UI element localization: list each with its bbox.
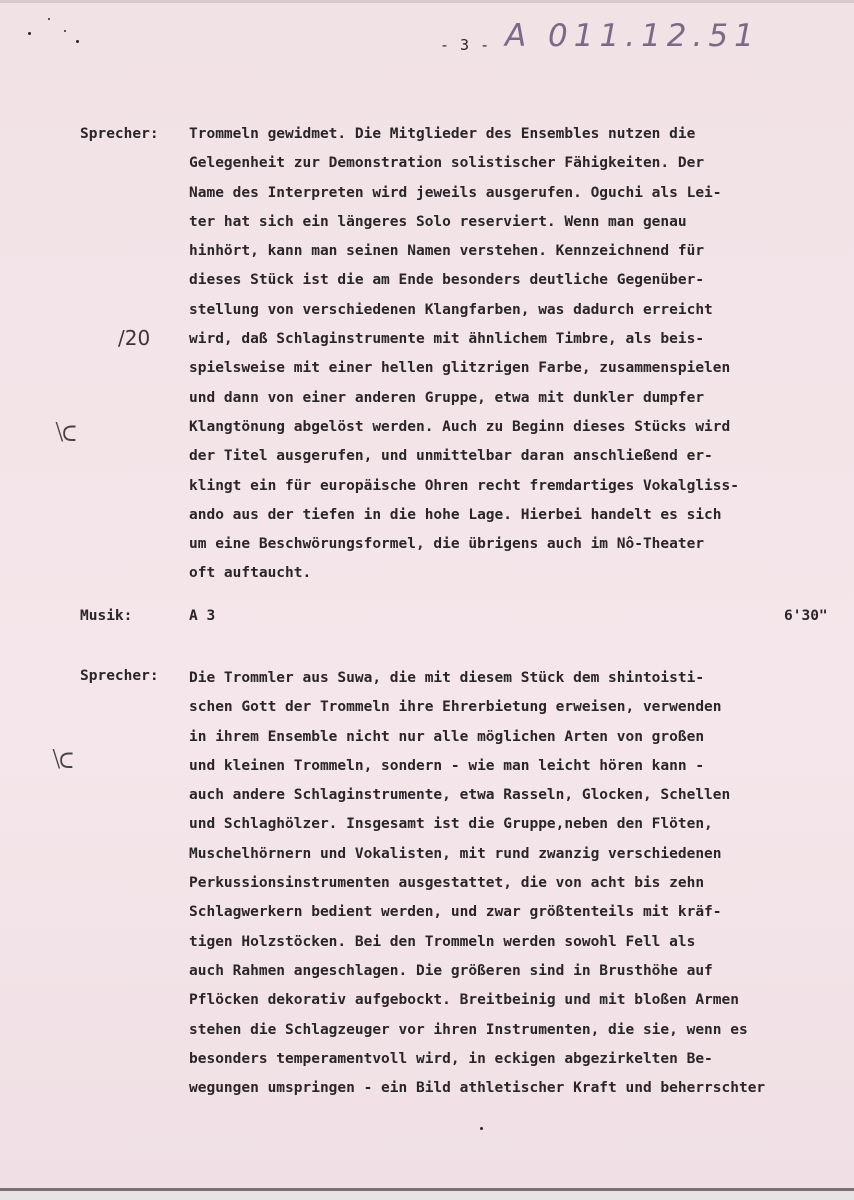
speck: [480, 1127, 483, 1130]
speck: [76, 40, 79, 43]
margin-note-handwritten: /20: [118, 326, 151, 350]
archive-code-handwritten: A 011.12.51: [505, 18, 760, 54]
text-line: besonders temperamentvoll wird, in eckigen abgezirkelten Be-: [189, 1050, 713, 1067]
music-label: Musik:: [80, 608, 133, 624]
speck: [48, 18, 50, 20]
text-line: spielsweise mit einer hellen glitzrigen Farbe, zusammenspielen: [189, 360, 731, 377]
top-edge: [0, 0, 854, 3]
text-line: Schlagwerkern bedient werden, und zwar größtenteils mit kräf-: [189, 904, 722, 921]
speaker-label: Sprecher:: [80, 668, 159, 684]
speaker-label: Sprecher:: [80, 126, 159, 142]
text-line: wird, daß Schlaginstrumente mit ähnlichem Timbre, als beis-: [189, 331, 705, 348]
text-line: schen Gott der Trommeln ihre Ehrerbietung erweisen, verwenden: [189, 699, 722, 716]
text-line: auch Rahmen angeschlagen. Die größeren sind in Brusthöhe auf: [189, 962, 713, 979]
text-line: klingt ein für europäische Ohren recht fremdartiges Vokalgliss-: [189, 477, 739, 494]
text-line: Name des Interpreten wird jeweils ausgerufen. Oguchi als Lei-: [189, 184, 722, 201]
bottom-strip: [0, 1191, 854, 1200]
music-duration: 6'30": [784, 608, 828, 624]
text-line: Die Trommler aus Suwa, die mit diesem Stück dem shintoisti-: [189, 670, 705, 686]
music-code: A 3: [189, 608, 216, 624]
text-line: dieses Stück ist die am Ende besonders deutliche Gegenüber-: [189, 272, 705, 289]
text-line: und Schlaghölzer. Insgesamt ist die Gruppe,neben den Flöten,: [189, 816, 713, 833]
text-line: Perkussionsinstrumenten ausgestattet, die von acht bis zehn: [189, 875, 705, 892]
text-line: stehen die Schlagzeuger vor ihren Instrumenten, die sie, wenn es: [189, 1021, 748, 1038]
text-line: stellung von verschiedenen Klangfarben, was dadurch erreicht: [189, 301, 713, 318]
text-line: in ihrem Ensemble nicht nur alle möglichen Arten von großen: [189, 728, 705, 745]
text-line: Pflöcken dekorativ aufgebockt. Breitbeinig und mit bloßen Armen: [189, 992, 739, 1009]
text-line: Klangtönung abgelöst werden. Auch zu Beginn dieses Stücks wird: [189, 418, 731, 435]
text-line: oft auftaucht.: [189, 565, 312, 582]
text-line: hinhört, kann man seinen Namen verstehen. Kennzeichnend für: [189, 243, 705, 260]
speaker-text-block: [189, 664, 765, 1103]
page-number: - 3 -: [440, 36, 491, 54]
text-line: auch andere Schlaginstrumente, etwa Rasseln, Glocken, Schellen: [189, 787, 731, 804]
speaker-text-block: [189, 120, 739, 589]
text-line: tigen Holzstöcken. Bei den Trommeln werden sowohl Fell als: [189, 933, 696, 950]
speck: [64, 30, 66, 32]
text-line: wegungen umspringen - ein Bild athletischer Kraft und beherrschter: [189, 1080, 766, 1097]
text-line: der Titel ausgerufen, und unmittelbar daran anschließend er-: [189, 448, 713, 465]
speck: [28, 32, 31, 35]
pencil-tick-mark: ⟈: [52, 745, 74, 775]
text-line: und dann von einer anderen Gruppe, etwa mit dunkler dumpfer: [189, 389, 705, 406]
text-line: um eine Beschwörungsformel, die übrigens auch im Nô-Theater: [189, 536, 705, 553]
text-line: Trommeln gewidmet. Die Mitglieder des Ensembles nutzen die: [189, 126, 696, 142]
text-line: und kleinen Trommeln, sondern - wie man leicht hören kann -: [189, 757, 705, 774]
pencil-tick-mark: ⟈: [55, 418, 77, 448]
text-line: ando aus der tiefen in die hohe Lage. Hierbei handelt es sich: [189, 506, 722, 523]
text-line: Gelegenheit zur Demonstration solistischer Fähigkeiten. Der: [189, 155, 705, 172]
text-line: Muschelhörnern und Vokalisten, mit rund zwanzig verschiedenen: [189, 845, 722, 862]
text-line: ter hat sich ein längeres Solo reserviert. Wenn man genau: [189, 213, 687, 230]
